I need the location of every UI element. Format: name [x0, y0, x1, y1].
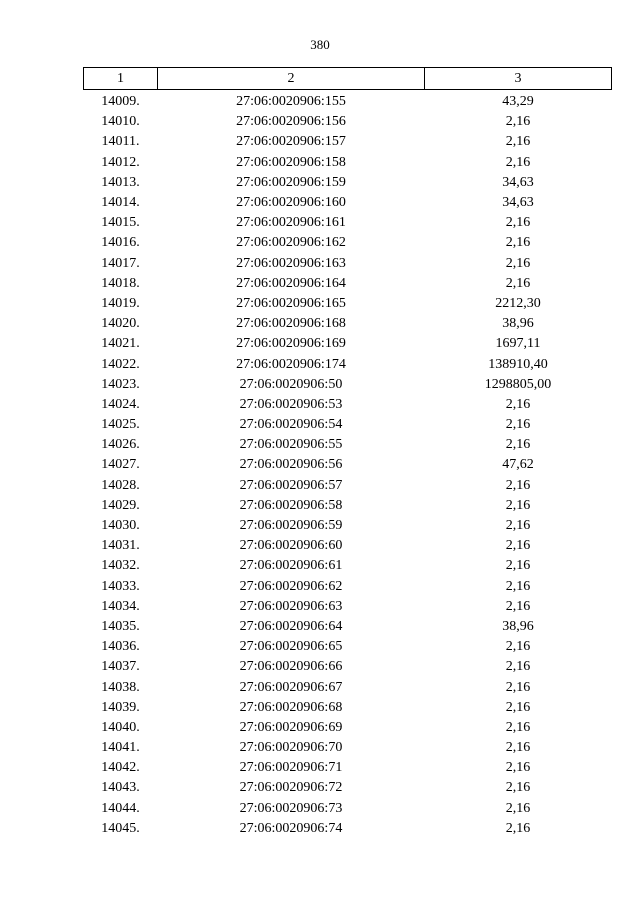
table-row — [84, 556, 612, 576]
value-cell: 2,16 — [505, 719, 531, 735]
row-number-cell: 14020. — [101, 316, 140, 332]
value-cell: 1697,11 — [495, 336, 541, 352]
value-cell: 2,16 — [505, 134, 531, 150]
cadastral-number-cell: 27:06:0020906:164 — [236, 275, 346, 291]
row-number-cell: 14016. — [101, 235, 140, 251]
row-number-cell: 14018. — [101, 275, 140, 291]
cadastral-number-cell: 27:06:0020906:73 — [239, 800, 343, 816]
table-row — [84, 536, 612, 556]
cadastral-number-cell: 27:06:0020906:60 — [239, 538, 343, 554]
value-cell: 2,16 — [505, 740, 531, 756]
cadastral-number-cell: 27:06:0020906:163 — [236, 255, 346, 271]
table-row — [84, 233, 612, 253]
row-number-cell: 14042. — [101, 760, 140, 776]
value-cell: 2,16 — [505, 235, 531, 251]
cadastral-number-cell: 27:06:0020906:70 — [239, 740, 343, 756]
cadastral-number-cell: 27:06:0020906:159 — [236, 174, 346, 190]
table-row — [84, 738, 612, 758]
cadastral-number-cell: 27:06:0020906:168 — [236, 316, 346, 332]
table-row — [84, 132, 612, 152]
cadastral-number-cell: 27:06:0020906:69 — [239, 719, 343, 735]
row-number-cell: 14032. — [101, 558, 140, 574]
row-number-cell: 14022. — [101, 356, 140, 372]
row-number-cell: 14019. — [101, 295, 140, 311]
table-row — [84, 112, 612, 132]
row-number-cell: 14011. — [101, 134, 140, 150]
table-row — [84, 173, 612, 193]
header-row — [84, 68, 612, 90]
cadastral-number-cell: 27:06:0020906:169 — [236, 336, 346, 352]
value-cell: 38,96 — [502, 316, 534, 332]
table-row — [84, 213, 612, 233]
table-row — [84, 758, 612, 778]
table-row — [84, 375, 612, 395]
cadastral-table — [83, 67, 612, 839]
table-row — [84, 415, 612, 435]
value-cell: 2,16 — [505, 215, 531, 231]
table-row — [84, 799, 612, 819]
value-cell: 2,16 — [505, 154, 531, 170]
cadastral-number-cell: 27:06:0020906:66 — [239, 659, 343, 675]
value-cell: 2212,30 — [495, 295, 541, 311]
cadastral-number-cell: 27:06:0020906:71 — [239, 760, 343, 776]
table-row — [84, 354, 612, 374]
table-row — [84, 254, 612, 274]
value-cell: 2,16 — [505, 598, 531, 614]
header-column-1: 1 — [84, 68, 158, 90]
row-number-cell: 14010. — [101, 114, 140, 130]
value-cell: 1298805,00 — [484, 376, 552, 392]
cadastral-number-cell: 27:06:0020906:68 — [239, 699, 343, 715]
row-number-cell: 14045. — [101, 820, 140, 836]
cadastral-number-cell: 27:06:0020906:63 — [239, 598, 343, 614]
table-row — [84, 718, 612, 738]
row-number-cell: 14017. — [101, 255, 140, 271]
table-header — [84, 68, 612, 90]
value-cell: 2,16 — [505, 639, 531, 655]
table-row — [84, 153, 612, 173]
row-number-cell: 14041. — [101, 740, 140, 756]
value-cell: 2,16 — [505, 477, 531, 493]
cadastral-number-cell: 27:06:0020906:67 — [239, 679, 343, 695]
table-row — [84, 778, 612, 798]
value-cell: 2,16 — [505, 396, 531, 412]
value-cell: 38,96 — [502, 618, 534, 634]
value-cell: 2,16 — [505, 659, 531, 675]
row-number-cell: 14024. — [101, 396, 140, 412]
cadastral-number-cell: 27:06:0020906:155 — [236, 94, 346, 110]
value-cell: 2,16 — [505, 518, 531, 534]
cadastral-number-cell: 27:06:0020906:165 — [236, 295, 346, 311]
row-number-cell: 14023. — [101, 376, 140, 392]
value-cell: 2,16 — [505, 114, 531, 130]
cadastral-number-cell: 27:06:0020906:157 — [236, 134, 346, 150]
value-cell: 2,16 — [505, 800, 531, 816]
cadastral-number-cell: 27:06:0020906:162 — [236, 235, 346, 251]
cadastral-number-cell: 27:06:0020906:161 — [236, 215, 346, 231]
value-cell: 34,63 — [502, 195, 534, 211]
table-row — [84, 274, 612, 294]
value-cell: 2,16 — [505, 538, 531, 554]
row-number-cell: 14043. — [101, 780, 140, 796]
cadastral-number-cell: 27:06:0020906:174 — [236, 356, 346, 372]
table-row — [84, 496, 612, 516]
value-cell: 2,16 — [505, 780, 531, 796]
table-row — [84, 677, 612, 697]
row-number-cell: 14031. — [101, 538, 140, 554]
row-number-cell: 14027. — [101, 457, 140, 473]
row-number-cell: 14015. — [101, 215, 140, 231]
row-number-cell: 14012. — [101, 154, 140, 170]
row-number-cell: 14026. — [101, 437, 140, 453]
row-number-cell: 14036. — [101, 639, 140, 655]
cadastral-number-cell: 27:06:0020906:62 — [239, 578, 343, 594]
row-number-cell: 14028. — [101, 477, 140, 493]
table-row — [84, 577, 612, 597]
table-row — [84, 617, 612, 637]
cadastral-number-cell: 27:06:0020906:58 — [239, 497, 343, 513]
table-row — [84, 657, 612, 677]
header-column-2: 2 — [158, 68, 425, 90]
cadastral-number-cell: 27:06:0020906:65 — [239, 639, 343, 655]
value-cell: 43,29 — [502, 94, 534, 110]
value-cell: 47,62 — [502, 457, 534, 473]
table-row — [84, 516, 612, 536]
value-cell: 2,16 — [505, 820, 531, 836]
row-number-cell: 14014. — [101, 195, 140, 211]
table-body — [84, 90, 612, 839]
table-row — [84, 395, 612, 415]
cadastral-number-cell: 27:06:0020906:64 — [239, 618, 343, 634]
page-number: 380 — [310, 37, 330, 52]
row-number-cell: 14040. — [101, 719, 140, 735]
table-row — [84, 819, 612, 839]
table-row — [84, 294, 612, 314]
cadastral-number-cell: 27:06:0020906:55 — [239, 437, 343, 453]
value-cell: 2,16 — [505, 497, 531, 513]
row-number-cell: 14034. — [101, 598, 140, 614]
row-number-cell: 14013. — [101, 174, 140, 190]
table-row — [84, 597, 612, 617]
value-cell: 2,16 — [505, 679, 531, 695]
table-row — [84, 334, 612, 354]
row-number-cell: 14030. — [101, 518, 140, 534]
cadastral-number-cell: 27:06:0020906:61 — [239, 558, 343, 574]
value-cell: 2,16 — [505, 417, 531, 433]
row-number-cell: 14021. — [101, 336, 140, 352]
value-cell: 2,16 — [505, 255, 531, 271]
cadastral-number-cell: 27:06:0020906:158 — [236, 154, 346, 170]
row-number-cell: 14044. — [101, 800, 140, 816]
value-cell: 2,16 — [505, 437, 531, 453]
cadastral-number-cell: 27:06:0020906:72 — [239, 780, 343, 796]
row-number-cell: 14009. — [101, 94, 140, 110]
row-number-cell: 14029. — [101, 497, 140, 513]
cadastral-number-cell: 27:06:0020906:160 — [236, 195, 346, 211]
value-cell: 2,16 — [505, 760, 531, 776]
cadastral-number-cell: 27:06:0020906:57 — [239, 477, 343, 493]
cadastral-number-cell: 27:06:0020906:59 — [239, 518, 343, 534]
value-cell: 2,16 — [505, 558, 531, 574]
row-number-cell: 14033. — [101, 578, 140, 594]
cadastral-number-cell: 27:06:0020906:54 — [239, 417, 343, 433]
row-number-cell: 14039. — [101, 699, 140, 715]
row-number-cell: 14038. — [101, 679, 140, 695]
cadastral-number-cell: 27:06:0020906:156 — [236, 114, 346, 130]
table-row — [84, 314, 612, 334]
value-cell: 138910,40 — [488, 356, 548, 372]
value-cell: 2,16 — [505, 578, 531, 594]
row-number-cell: 14037. — [101, 659, 140, 675]
table-row — [84, 455, 612, 475]
header-column-3: 3 — [425, 68, 612, 90]
row-number-cell: 14035. — [101, 618, 140, 634]
row-number-cell: 14025. — [101, 417, 140, 433]
cadastral-number-cell: 27:06:0020906:50 — [239, 376, 343, 392]
value-cell: 34,63 — [502, 174, 534, 190]
table-row — [84, 698, 612, 718]
value-cell: 2,16 — [505, 275, 531, 291]
cadastral-number-cell: 27:06:0020906:53 — [239, 396, 343, 412]
table-row — [84, 193, 612, 213]
cadastral-number-cell: 27:06:0020906:74 — [239, 820, 343, 836]
table-row — [84, 435, 612, 455]
table-row — [84, 637, 612, 657]
value-cell: 2,16 — [505, 699, 531, 715]
cadastral-number-cell: 27:06:0020906:56 — [239, 457, 343, 473]
table-row — [84, 476, 612, 496]
table-row — [84, 90, 612, 113]
